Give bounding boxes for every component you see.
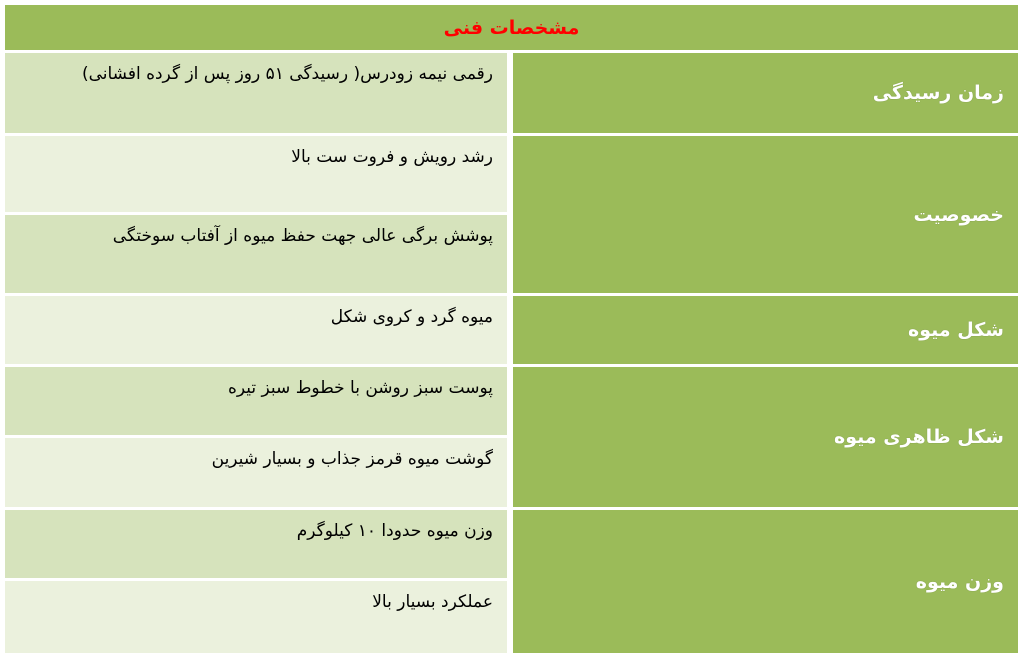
row-value-text: وزن میوه حدودا ۱۰ کیلوگرم bbox=[296, 521, 493, 541]
row-value-weight-2 bbox=[5, 581, 507, 653]
row-label-text: زمان رسیدگی bbox=[872, 82, 1004, 104]
specs-table bbox=[5, 5, 1018, 657]
row-label-fruit-shape bbox=[513, 296, 1018, 364]
row-label-text: خصوصیت bbox=[913, 203, 1004, 226]
row-label-weight bbox=[513, 510, 1018, 653]
row-value-text: عملکرد بسیار بالا bbox=[372, 592, 493, 612]
row-value-fruit-shape bbox=[5, 296, 507, 364]
row-value-text: میوه گرد و کروی شکل bbox=[330, 307, 493, 327]
row-value-appearance-1 bbox=[5, 367, 507, 435]
row-value-text: گوشت میوه قرمز جذاب و بسیار شیرین bbox=[211, 449, 493, 469]
row-value-features-2 bbox=[5, 215, 507, 293]
row-value-maturity bbox=[5, 53, 507, 133]
row-value-appearance-2 bbox=[5, 438, 507, 507]
row-label-text: وزن میوه bbox=[915, 570, 1004, 593]
table-title: مشخصات فنی bbox=[443, 16, 580, 39]
row-value-weight-1 bbox=[5, 510, 507, 578]
row-value-text: رقمی نیمه زودرس( رسیدگی ۵۱ روز پس از گرده افشانی) bbox=[81, 64, 493, 84]
table-header bbox=[5, 5, 1018, 50]
row-label-text: شکل ظاهری میوه bbox=[833, 426, 1004, 448]
row-label-maturity bbox=[513, 53, 1018, 133]
row-value-text: پوست سبز روشن با خطوط سبز تیره bbox=[227, 378, 493, 398]
row-value-text: پوشش برگی عالی جهت حفظ میوه از آفتاب سوختگی bbox=[112, 226, 493, 246]
row-label-appearance bbox=[513, 367, 1018, 507]
row-value-text: رشد رویش و فروت ست بالا bbox=[291, 147, 493, 167]
row-label-features bbox=[513, 136, 1018, 293]
row-value-features-1 bbox=[5, 136, 507, 212]
row-label-text: شکل میوه bbox=[908, 319, 1004, 341]
